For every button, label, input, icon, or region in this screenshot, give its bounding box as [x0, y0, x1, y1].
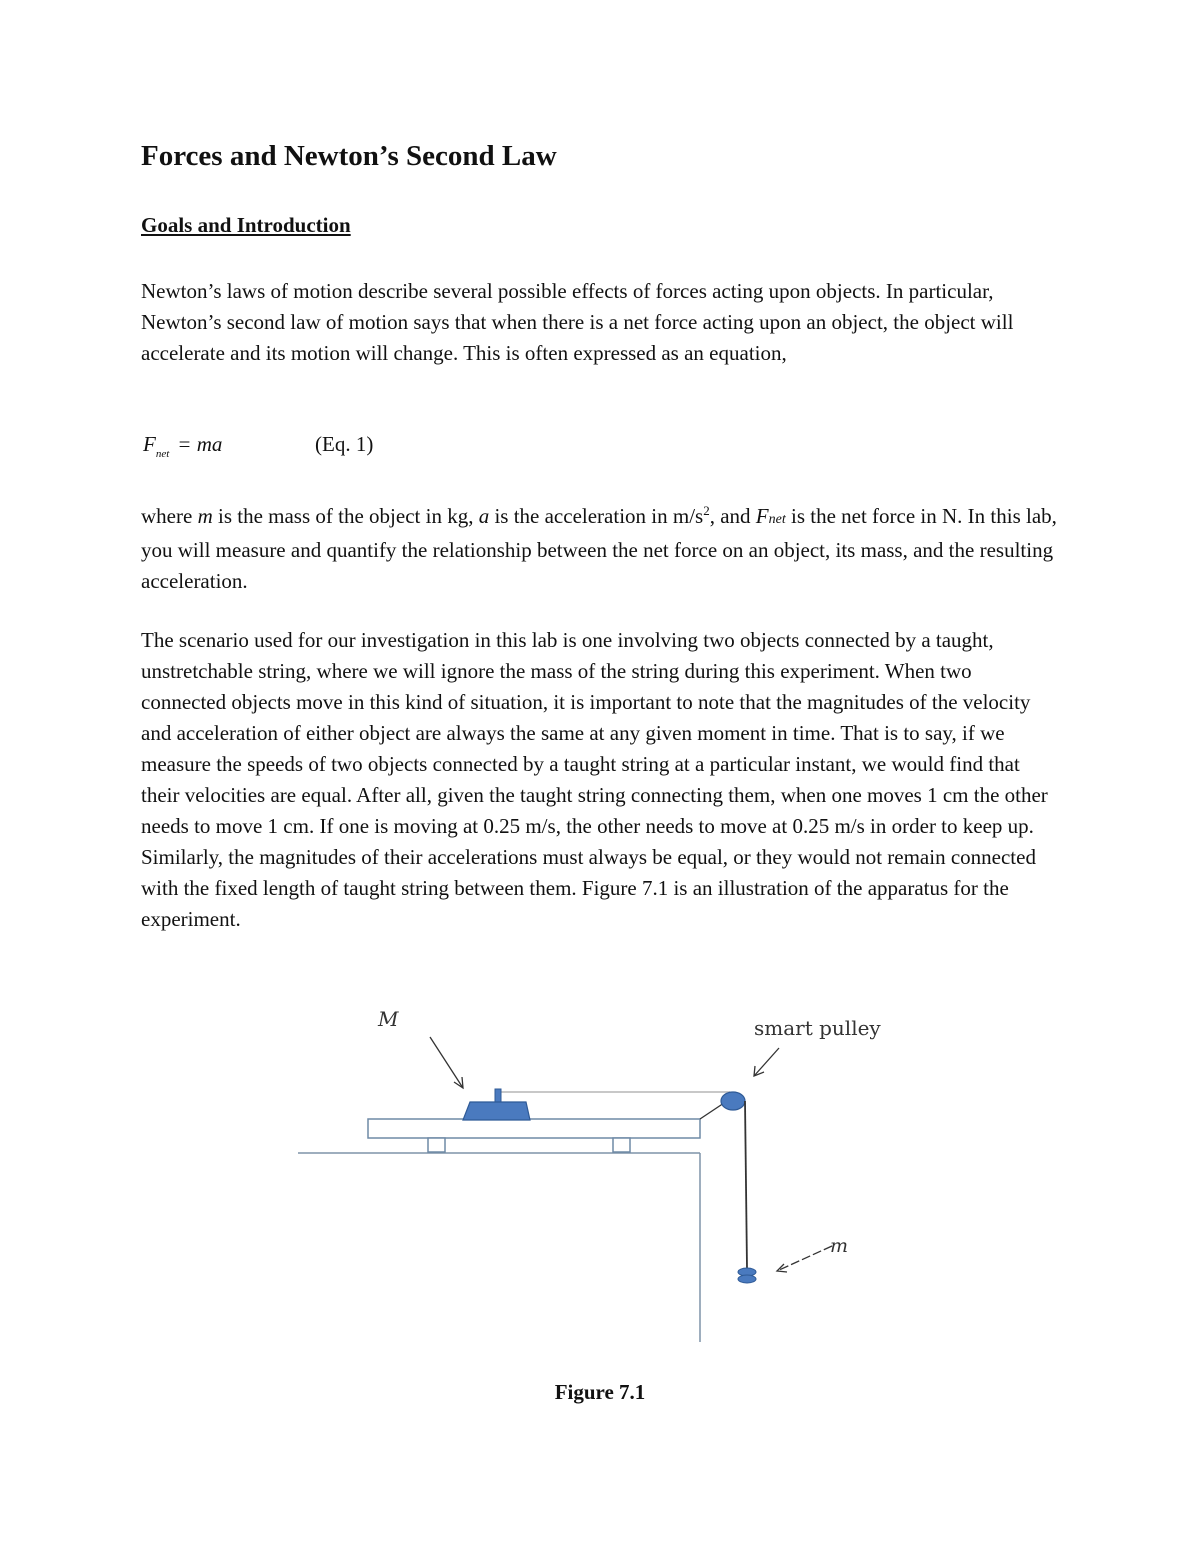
figure-caption: Figure 7.1	[554, 1380, 646, 1404]
p2-text-3: is the acceleration in m/s	[489, 504, 704, 528]
p2-text-2: is the mass of the object in kg,	[212, 504, 479, 528]
label-smart-pulley: smart pulley	[754, 1016, 881, 1040]
var-f-subscript: net	[768, 512, 786, 527]
intro-paragraph: Newton’s laws of motion describe several possible effects of forces acting upon objects. In particular, Newton’s second law of motion says that when there is a net force acting upon an object, the object will accelerate and its motion will change. This is often expressed as an equation,	[141, 279, 1014, 365]
p2-text-4: , and	[709, 504, 756, 528]
equation-lhs-subscript: net	[155, 448, 170, 460]
superscript-2: 2	[703, 503, 710, 518]
var-m: m	[197, 504, 213, 528]
cart-big-mass	[463, 1089, 530, 1120]
arrow-to-big-mass	[430, 1037, 463, 1088]
hanging-small-mass	[738, 1268, 756, 1283]
equation-1	[143, 432, 543, 466]
p2-text-5: is the net force in N. In this lab, you will measure and quantify the relationship between the net force on an object, its mass, and the resulting acceleration.	[141, 504, 1057, 593]
equation-lhs: F	[143, 432, 156, 456]
smart-pulley	[700, 1092, 745, 1119]
document-title: Forces and Newton’s Second Law	[141, 140, 557, 172]
var-f: F	[755, 504, 769, 528]
definitions-paragraph	[141, 501, 1061, 597]
arrow-to-pulley	[754, 1048, 779, 1076]
scenario-paragraph: The scenario used for our investigation in this lab is one involving two objects connected by a taught, unstretchable string, where we will ignore the mass of the string during this experiment. When two connected objects move in this kind of situation, it is important to note that the magnitudes of the velocity and acceleration of either object are always the same at any given moment in time. That is to say, if we measure the speeds of two objects connected by a taught string at a particular instant, we would find that their velocities are equal. After all, given the taught string connecting them, when one moves 1 cm the other needs to move 1 cm. If one is moving at 0.25 m/s, the other needs to move at 0.25 m/s in order to keep up. Similarly, the magnitudes of their accelerations must always be equal, or they would not remain connected with the fixed length of taught string between them. Figure 7.1 is an illustration of the apparatus for the experiment.	[141, 628, 1048, 931]
track	[368, 1119, 700, 1152]
equation-rhs: = ma	[177, 432, 223, 456]
arrow-to-small-mass	[777, 1246, 832, 1272]
equation-label: (Eq. 1)	[315, 432, 374, 456]
table	[298, 1153, 700, 1342]
var-a: a	[478, 504, 490, 528]
string-vertical	[745, 1101, 747, 1268]
label-small-mass: m	[830, 1235, 849, 1257]
label-big-mass: M	[378, 1007, 399, 1031]
section-heading: Goals and Introduction	[141, 213, 351, 237]
p2-text-1: where	[141, 504, 198, 528]
apparatus-figure	[290, 1000, 910, 1350]
